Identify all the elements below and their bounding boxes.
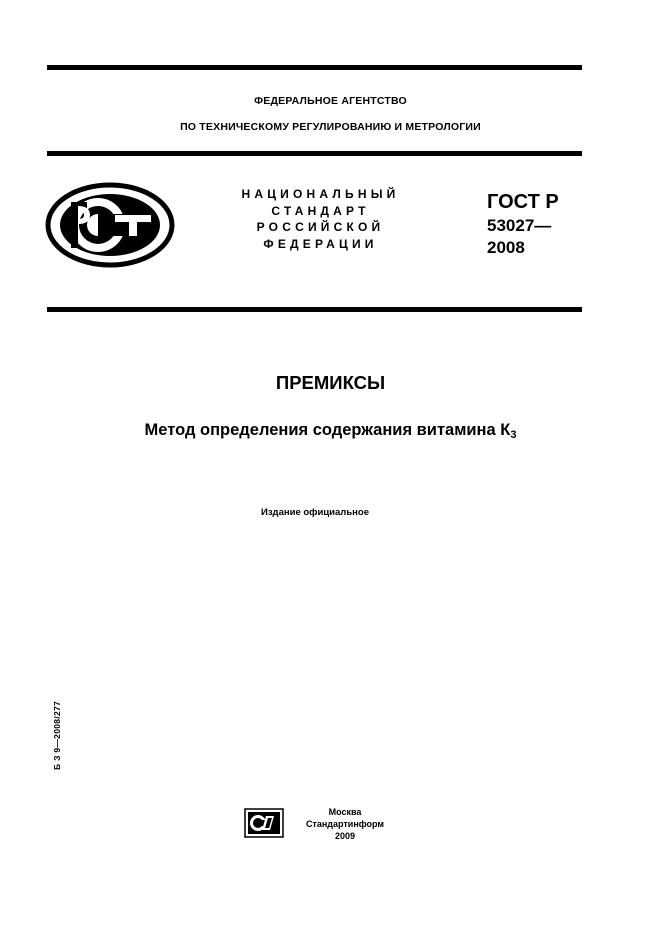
publisher-info — [290, 806, 400, 842]
publisher-name: Стандартинформ — [305, 819, 385, 829]
standard-type-line-2: СТАНДАРТ — [271, 203, 370, 218]
standartinform-logo-icon — [244, 808, 284, 838]
document-title: ПРЕМИКСЫ — [275, 372, 386, 393]
standard-code — [487, 189, 559, 259]
rst-logo-icon — [45, 182, 175, 268]
agency-line-2: ПО ТЕХНИЧЕСКОМУ РЕГУЛИРОВАНИЮ И МЕТРОЛОГИИ — [180, 121, 481, 133]
subtitle-subscript: 3 — [510, 429, 517, 441]
side-code: Б З 9—2008/277 — [52, 700, 62, 770]
subtitle-text: Метод определения содержания витамина К — [144, 421, 511, 439]
standard-type-line-4: ФЕДЕРАЦИИ — [263, 236, 378, 251]
standard-type-line-1: НАЦИОНАЛЬНЫЙ — [241, 187, 400, 201]
document-subtitle — [0, 421, 661, 441]
standard-type — [228, 186, 413, 252]
standard-code-line-1: ГОСТ Р — [487, 191, 559, 213]
standard-type-line-3: РОССИЙСКОЙ — [256, 220, 385, 234]
standard-code-line-3: 2008 — [487, 238, 525, 257]
publisher-year: 2009 — [334, 831, 356, 841]
publisher-city: Москва — [328, 807, 362, 817]
standard-code-line-2: 53027— — [487, 216, 552, 235]
agency-line-1: ФЕДЕРАЛЬНОЕ АГЕНТСТВО — [254, 95, 407, 107]
top-rule — [47, 65, 582, 70]
header-rule — [47, 151, 582, 156]
block-rule — [47, 307, 582, 312]
edition-label: Издание официальное — [261, 507, 369, 518]
